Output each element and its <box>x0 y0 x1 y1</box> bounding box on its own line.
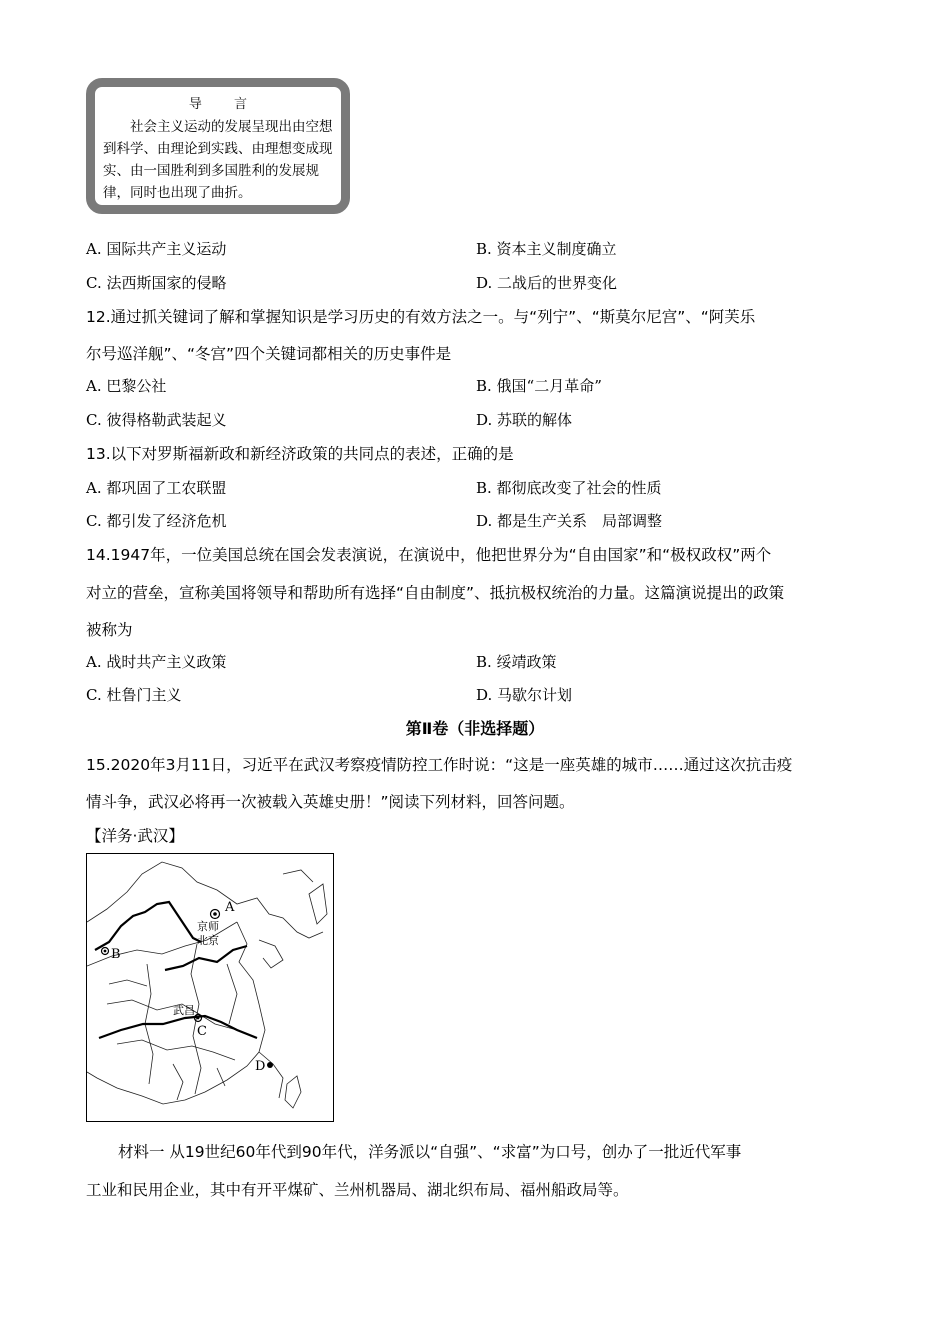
map-figure <box>86 853 334 1122</box>
marker-d <box>267 1062 273 1068</box>
section-title: 第Ⅱ卷（非选择题） <box>405 719 545 738</box>
q14-option-d: D. 马歇尔计划 <box>476 686 573 704</box>
q11-option-a: A. 国际共产主义运动 <box>86 240 227 258</box>
map-label-wuchang: 武昌 <box>173 1004 195 1017</box>
q12-option-c: C. 彼得格勒武装起义 <box>86 411 227 429</box>
q12-option-b: B. 俄国“二月革命” <box>476 377 602 395</box>
q14-option-c: C. 杜鲁门主义 <box>86 686 182 704</box>
q12-option-a: A. 巴黎公社 <box>86 377 167 395</box>
q12-stem-line1: 12.通过抓关键词了解和掌握知识是学习历史的有效方法之一。与“列宁”、“斯莫尔尼宫”、“阿芙乐 <box>86 308 756 326</box>
q11-option-d: D. 二战后的世界变化 <box>476 274 618 292</box>
q13-stem: 13.以下对罗斯福新政和新经济政策的共同点的表述，正确的是 <box>86 445 514 463</box>
q12-stem-line2: 尔号巡洋舰”、“冬宫”四个关键词都相关的历史事件是 <box>86 345 452 363</box>
material1-line2: 工业和民用企业，其中有开平煤矿、兰州机器局、湖北织布局、福州船政局等。 <box>86 1181 629 1199</box>
q11-option-c: C. 法西斯国家的侵略 <box>86 274 227 292</box>
q15-stem-line1: 15.2020年3月11日，习近平在武汉考察疫情防控工作时说：“这是一座英雄的城市……通过这次抗击疫 <box>86 756 793 774</box>
map-label-d: D <box>255 1059 266 1074</box>
material1-line1: 材料一 从19世纪60年代到90年代，洋务派以“自强”、“求富”为口号，创办了一批近代军事 <box>118 1143 742 1161</box>
q14-stem-line2: 对立的营垒，宣称美国将领导和帮助所有选择“自由制度”、抵抗极权统治的力量。这篇演说提出的政策 <box>86 584 785 602</box>
q13-option-c: C. 都引发了经济危机 <box>86 512 227 530</box>
map-label-b: B <box>111 947 121 962</box>
q13-option-d: D. 都是生产关系 局部调整 <box>476 512 663 530</box>
intro-title: 导 言 <box>188 97 262 112</box>
q14-option-a: A. 战时共产主义政策 <box>86 653 227 671</box>
map-label-beijing: 北京 <box>197 934 219 947</box>
map-label-c: C <box>197 1024 207 1039</box>
q14-stem-line3: 被称为 <box>86 621 133 639</box>
q12-option-d: D. 苏联的解体 <box>476 411 573 429</box>
q13-option-a: A. 都巩固了工农联盟 <box>86 479 227 497</box>
q13-option-b: B. 都彻底改变了社会的性质 <box>476 479 662 497</box>
map-label-a: A <box>225 900 235 915</box>
q14-stem-line1: 14.1947年，一位美国总统在国会发表演说，在演说中，他把世界分为“自由国家”和“极权政权”两个 <box>86 546 772 564</box>
q11-option-b: B. 资本主义制度确立 <box>476 240 617 258</box>
map-label-jingshi: 京师 <box>197 920 219 933</box>
intro-box <box>86 78 350 214</box>
china-map <box>87 854 333 1121</box>
intro-body: 社会主义运动的发展呈现出由空想到科学、由理论到实践、由理想变成现实、由一国胜利到多国胜利的发展规律，同时也出现了曲折。 <box>103 119 333 201</box>
q15-stem-line2: 情斗争，武汉必将再一次被载入英雄史册！”阅读下列材料，回答问题。 <box>86 793 575 811</box>
q14-option-b: B. 绥靖政策 <box>476 653 557 671</box>
q15-subheading: 【洋务·武汉】 <box>86 827 184 845</box>
